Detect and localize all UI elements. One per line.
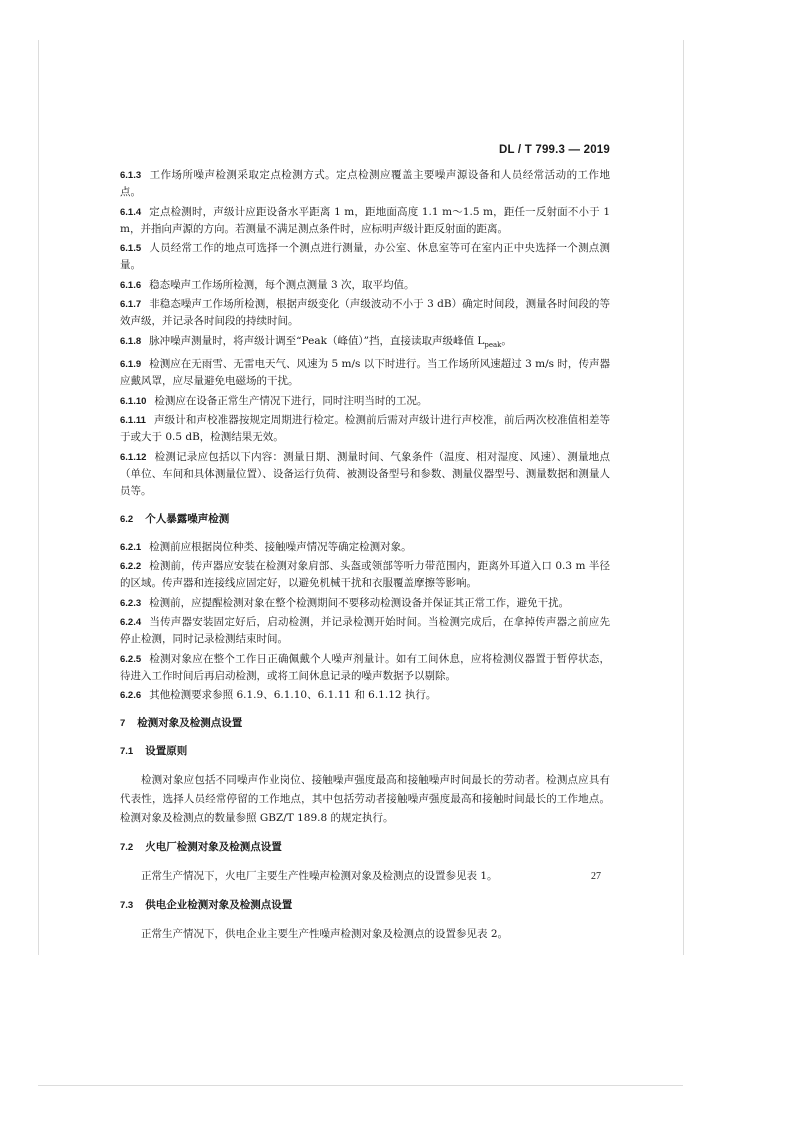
clause-list-6-1-a: [120, 167, 610, 330]
section-title: 检测对象及检测点设置: [137, 717, 243, 730]
clause-item: [120, 277, 610, 294]
clause-number: 6.1.8: [120, 335, 142, 347]
page-border-right: [683, 40, 684, 955]
clause-list-6-1-b: [120, 356, 610, 500]
clause-text: 定点检测时，声级计应距设备水平距离 1 m，距地面高度 1.1 m～1.5 m，距任一反射面不小于 1 m，并指向声源的方向。若测量不满足测点条件时，应标明声级计距反射面的距离。: [120, 205, 610, 235]
clause-item: [120, 595, 610, 612]
clause-item: [120, 296, 610, 330]
clause-item: [120, 240, 610, 274]
section-title: 个人暴露噪声检测: [145, 512, 230, 525]
clause-subscript: peak: [484, 340, 502, 349]
clause-list-6-2: [120, 539, 610, 705]
clause-number: 6.1.9: [120, 359, 142, 371]
page-border-left: [38, 40, 39, 955]
section-number: 7.2: [120, 842, 134, 854]
clause-text: 非稳态噪声工作场所检测，根据声级变化（声级波动不小于 3 dB）确定时间段，测量各时间段的等效声级，并记录各时间段的持续时间。: [120, 298, 610, 327]
clause-text: 工作场所噪声检测采取定点检测方式。定点检测应覆盖主要噪声源设备和人员经常活动的工作地点。: [120, 169, 610, 198]
section-7-1-heading: [120, 743, 610, 760]
clause-number: 6.1.3: [120, 170, 142, 181]
clause-text: 稳态噪声工作场所检测，每个测点测量 3 次，取平均值。: [149, 278, 415, 291]
clause-item: [120, 614, 610, 648]
clause-number: 6.2.1: [120, 541, 142, 553]
clause-number: 6.1.12: [120, 451, 147, 463]
clause-text: 检测应在设备正常生产情况下进行，同时注明当时的工况。: [154, 394, 428, 407]
section-number: 7.1: [120, 746, 134, 758]
section-6-2-heading: [120, 511, 610, 528]
section-7-2-paragraph: 正常生产情况下，火电厂主要生产性噪声检测对象及检测点的设置参见表 1。: [141, 870, 498, 883]
section-7-1-paragraph: 检测对象应包括不同噪声作业岗位、接触噪声强度最高和接触噪声时间最长的劳动者。检测点应具有代表性，选择人员经常停留的工作地点，其中包括劳动者接触噪声强度最高和接触时间最长的工作地点。检测对象及检测点的数量参照 GBZ/T 189.8 的规定执行。: [120, 774, 610, 825]
clause-number: 6.2.4: [120, 617, 142, 629]
clause-text: 脉冲噪声测量时，将声级计调至“Peak（峰值）”挡，直接读取声级峰值 L: [149, 334, 485, 347]
clause-text: 声级计和声校准器按规定周期进行检定。检测前后需对声级计进行声校准，前后两次校准值相差等于或大于 0.5 dB，检测结果无效。: [120, 414, 610, 444]
clause-number: 6.1.11: [120, 415, 146, 427]
section-7-3-paragraph: 正常生产情况下，供电企业主要生产性噪声检测对象及检测点的设置参见表 2。: [141, 928, 509, 941]
clause-item: [120, 356, 610, 390]
clause-text: 检测应在无雨雪、无雷电天气、风速为 5 m/s 以下时进行。当工作场所风速超过 3 m/s 时，传声器应戴风罩，应尽量避免电磁场的干扰。: [120, 358, 610, 388]
clause-number: 6.1.7: [120, 299, 142, 310]
page-content: [120, 167, 610, 952]
clause-item: [120, 539, 610, 556]
clause-number: 6.2.3: [120, 597, 142, 609]
section-number: 7: [120, 718, 126, 730]
clause-6-1-8: [120, 333, 610, 354]
clause-text: 检测前，应提醒检测对象在整个检测期间不要移动检测设备并保证其正常工作，避免干扰。: [149, 596, 570, 609]
section-7-2-heading: [120, 839, 610, 856]
section-title: 设置原则: [145, 745, 188, 758]
clause-number: 6.2.5: [120, 653, 142, 665]
clause-text: 检测前应根据岗位种类、接触噪声情况等确定检测对象。: [149, 540, 412, 553]
clause-text: 检测前，传声器应安装在检测对象肩部、头盔或领部等听力带范围内，距离外耳道入口 0.3 m 半径的区域。传声器和连接线应固定好，以避免机械干扰和衣服覆盖摩擦等影响。: [120, 560, 610, 590]
clause-item: [120, 687, 610, 704]
clause-text: 当传声器安装固定好后，启动检测，并记录检测开始时间。当检测完成后，在拿掉传声器之前应先停止检测，同时记录检测结束时间。: [120, 616, 610, 646]
clause-number: 6.1.5: [120, 243, 142, 254]
section-number: 6.2: [120, 513, 134, 525]
clause-number: 6.1.10: [120, 395, 147, 407]
clause-item: [120, 393, 610, 410]
page-border-bottom: [38, 1085, 683, 1086]
clause-text: 检测对象应在整个工作日正确佩戴个人噪声剂量计。如有工间休息，应将检测仪器置于暂停状态，待进入工作时间后再启动检测，或将工间休息记录的噪声数据予以剔除。: [120, 652, 610, 682]
document-id: DL / T 799.3 — 2019: [499, 144, 610, 156]
clause-text-end: 。: [501, 334, 512, 347]
section-7-3-heading: [120, 897, 610, 914]
page-number: 27: [591, 871, 601, 882]
clause-number: 6.1.4: [120, 206, 142, 218]
clause-item: [120, 167, 610, 201]
section-title: 供电企业检测对象及检测点设置: [145, 899, 293, 912]
clause-item: [120, 558, 610, 592]
clause-text: 人员经常工作的地点可选择一个测点进行测量，办公室、休息室等可在室内正中央选择一个测点测量。: [120, 242, 610, 271]
section-7-heading: [120, 715, 610, 732]
section-title: 火电厂检测对象及检测点设置: [145, 841, 282, 854]
clause-item: [120, 449, 610, 500]
clause-item: [120, 651, 610, 685]
clause-number: 6.1.6: [120, 279, 142, 291]
clause-item: [120, 412, 610, 446]
clause-number: 6.2.6: [120, 690, 142, 702]
clause-number: 6.2.2: [120, 561, 142, 573]
clause-text: 其他检测要求参照 6.1.9、6.1.10、6.1.11 和 6.1.12 执行。: [149, 689, 437, 702]
section-number: 7.3: [120, 900, 134, 912]
clause-item: [120, 204, 610, 238]
clause-text: 检测记录应包括以下内容：测量日期、测量时间、气象条件（温度、相对湿度、风速）、测量地点（单位、车间和具体测量位置）、设备运行负荷、被测设备型号和参数、测量仪器型号、测量数据和测量人员等。: [120, 450, 610, 497]
